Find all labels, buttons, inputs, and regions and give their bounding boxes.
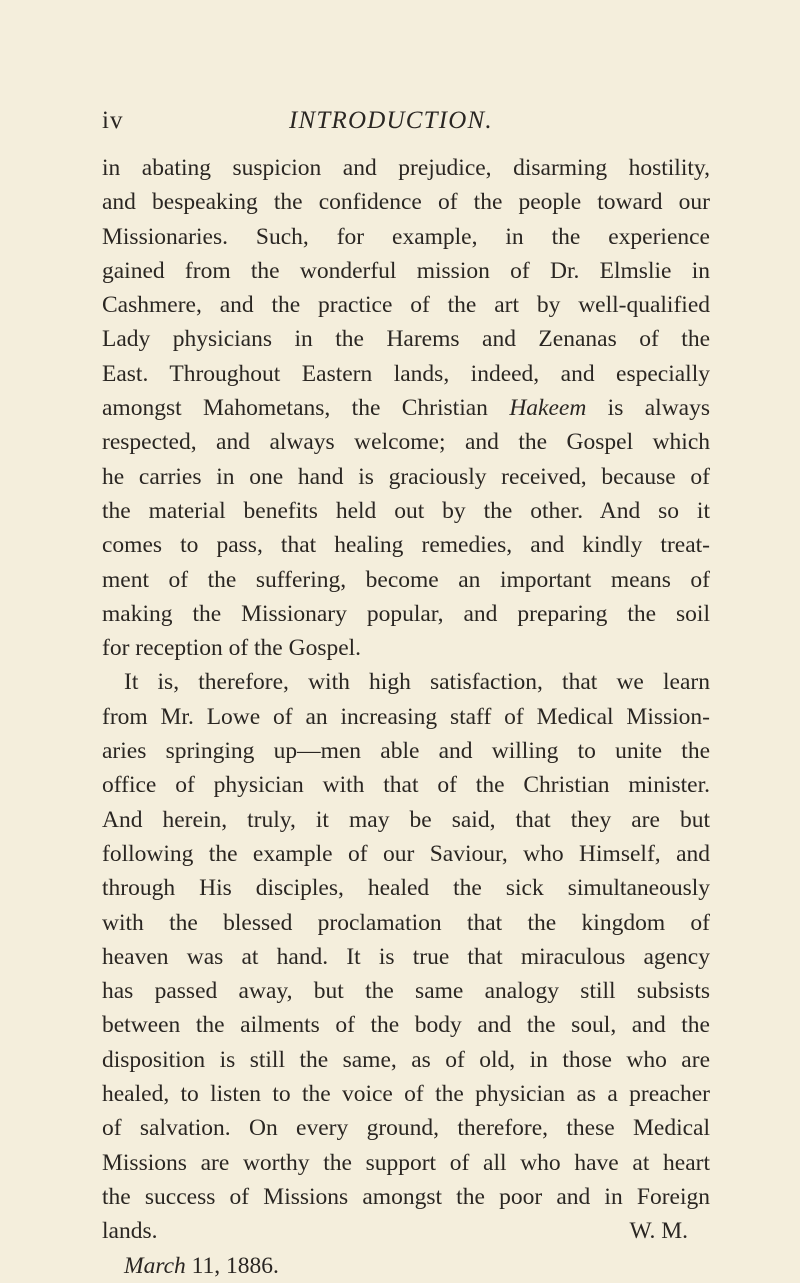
text-span: lands. [102,1218,158,1245]
page-number: iv [102,107,124,134]
text-line: making the Missionary popular, and preparing the soil [102,600,710,627]
text-line: has passed away, but the same analogy still subsists [102,978,710,1005]
text-line: through His disciples, healed the sick simultaneously [102,875,710,902]
text-line: the material benefits held out by the other. And so it [102,497,710,524]
text-line: he carries in one hand is graciously received, because of [102,463,710,490]
date-line [102,1249,710,1283]
text-line: aries springing up—men able and willing to unite the [102,738,710,765]
emphasis-hakeem: Hakeem [509,395,587,422]
text-line: East. Throughout Eastern lands, indeed, and especially [102,360,710,387]
text-line: gained from the wonderful mission of Dr. Elmslie in [102,257,710,284]
date-rest: 11, 1886. [185,1252,279,1279]
text-line: from Mr. Lowe of an increasing staff of Medical Mission- [102,703,710,730]
signature-initials: W. M. [629,1218,688,1245]
date-month: March [124,1252,186,1279]
text-span: amongst Mahometans, the Christian [102,395,510,422]
running-head: INTRODUCTION. [289,107,493,134]
text-line: Cashmere, and the practice of the art by well-qualified [102,292,710,319]
text-line: between the ailments of the body and the soul, and the [102,1012,710,1039]
text-line: heaven was at hand. It is true that miraculous agency [102,943,710,970]
text-span: is always [586,395,710,422]
text-line: with the blessed proclamation that the kingdom of [102,909,710,936]
text-line: Missions are worthy the support of all who have at heart [102,1149,710,1176]
text-line: Missionaries. Such, for example, in the experience [102,223,710,250]
text-line: office of physician with that of the Christian minister. [102,772,710,799]
text-line: of salvation. On every ground, therefore, these Medical [102,1115,710,1142]
text-line: in abating suspicion and prejudice, disarming hostility, [102,155,710,181]
text-line: comes to pass, that healing remedies, and kindly treat- [102,532,710,559]
text-line: It is, therefore, with high satisfaction, that we learn [124,669,710,696]
text-line: the success of Missions amongst the poor and in Foreign [102,1183,710,1210]
text-line: for reception of the Gospel. [102,635,362,662]
text-line: And herein, truly, it may be said, that they are but [102,806,710,833]
text-line: disposition is still the same, as of old, in those who are [102,1046,710,1073]
closing-line [102,1214,710,1248]
text-line: Lady physicians in the Harems and Zenanas of the [102,326,710,353]
text-line: and bespeaking the confidence of the people toward our [102,189,710,216]
text-line: respected, and always welcome; and the Gospel which [102,429,710,456]
body-text [102,151,710,1283]
text-line: ment of the suffering, become an important means of [102,566,710,593]
text-line [102,391,710,425]
text-line: healed, to listen to the voice of the physician as a preacher [102,1081,710,1108]
page-header [102,103,702,139]
text-line: following the example of our Saviour, who Himself, and [102,840,710,867]
